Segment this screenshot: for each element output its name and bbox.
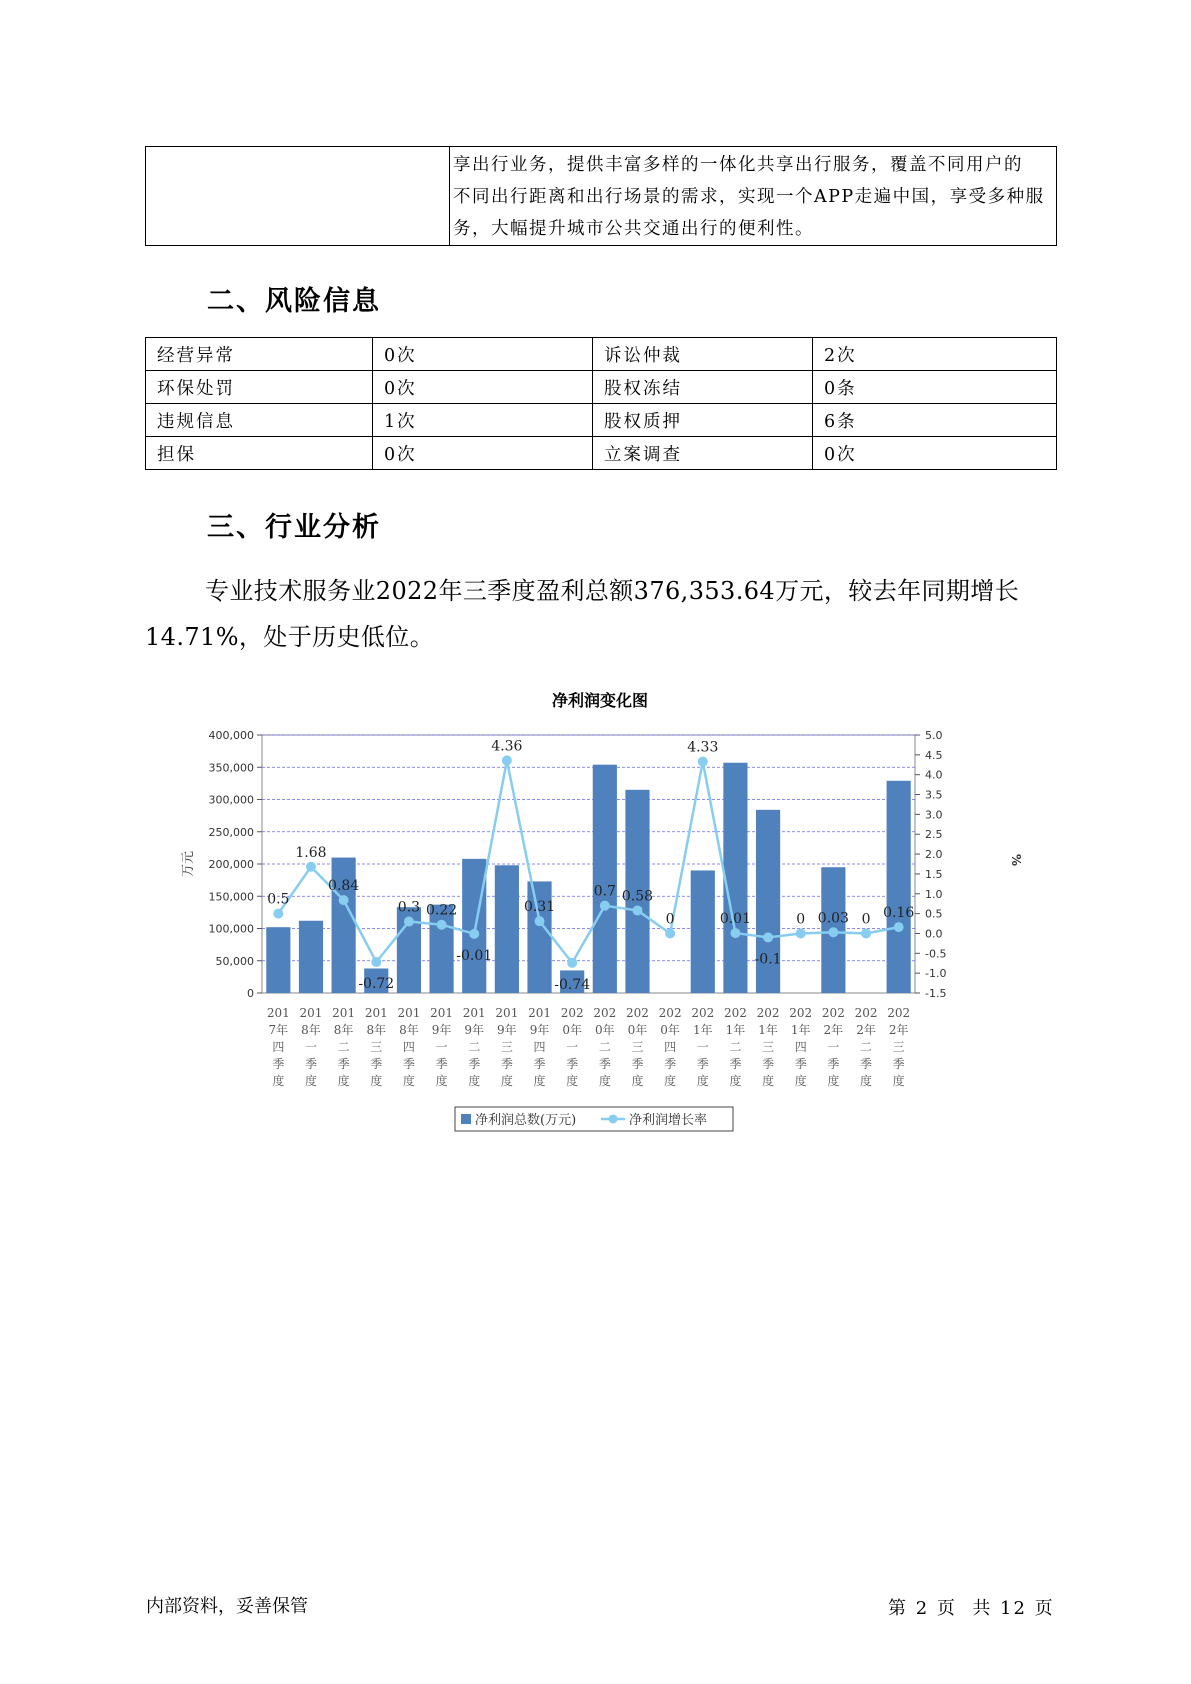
data-label: -0.1 bbox=[754, 951, 782, 968]
bar-series bbox=[266, 763, 911, 993]
right-tick-label: 2.0 bbox=[925, 848, 943, 862]
risk-label: 股权冻结 bbox=[593, 371, 813, 404]
risk-value: 0次 bbox=[373, 437, 593, 470]
data-label: 0.84 bbox=[328, 878, 360, 895]
risk-value: 6条 bbox=[813, 404, 1057, 437]
x-tick-label: 8年 bbox=[333, 1023, 354, 1037]
x-tick-label: 1年 bbox=[725, 1023, 746, 1037]
x-tick-label: 四 bbox=[664, 1040, 677, 1054]
x-tick-label: 8年 bbox=[301, 1023, 321, 1037]
x-tick-label: 8年 bbox=[399, 1023, 419, 1037]
x-tick-label: 二 bbox=[337, 1040, 350, 1054]
x-tick-label: 202 bbox=[854, 1006, 878, 1020]
x-tick-label: 季 bbox=[598, 1057, 611, 1071]
data-label: 1.68 bbox=[295, 844, 327, 861]
x-tick-label: 四 bbox=[402, 1040, 415, 1054]
x-tick-label: 季 bbox=[892, 1057, 905, 1071]
risk-info-table bbox=[145, 337, 1057, 470]
data-label: 0.16 bbox=[883, 905, 915, 922]
line-point bbox=[567, 958, 577, 968]
x-tick-label: 三 bbox=[762, 1040, 775, 1054]
bar bbox=[266, 927, 290, 993]
line-point bbox=[469, 929, 479, 939]
right-tick-label: 2.5 bbox=[925, 828, 943, 842]
chart-title: 净利润变化图 bbox=[551, 691, 649, 710]
section-heading-risk: 二、风险信息 bbox=[207, 286, 381, 317]
data-label: 4.36 bbox=[491, 738, 523, 755]
line-point bbox=[306, 862, 316, 872]
x-tick-label: 度 bbox=[500, 1074, 513, 1088]
x-tick-label: 三 bbox=[370, 1040, 383, 1054]
x-tick-label: 三 bbox=[892, 1040, 905, 1054]
table-row bbox=[146, 404, 1057, 437]
x-tick-label: 一 bbox=[435, 1040, 448, 1054]
x-tick-label: 0年 bbox=[562, 1023, 582, 1037]
x-tick-label: 1年 bbox=[692, 1023, 713, 1037]
line-point bbox=[371, 957, 381, 967]
chart-legend bbox=[455, 1107, 733, 1131]
x-tick-label: 201 bbox=[266, 1006, 290, 1020]
x-tick-label: 度 bbox=[468, 1074, 481, 1088]
x-tick-label: 202 bbox=[560, 1006, 584, 1020]
risk-label: 违规信息 bbox=[146, 404, 373, 437]
line-point bbox=[404, 917, 414, 927]
table-row bbox=[146, 371, 1057, 404]
risk-value: 1次 bbox=[373, 404, 593, 437]
x-axis-labels bbox=[267, 1006, 910, 1088]
right-tick-label: -1.5 bbox=[925, 987, 947, 1000]
data-label: -0.72 bbox=[358, 976, 395, 993]
x-tick-label: 9年 bbox=[529, 1023, 550, 1037]
table-row bbox=[146, 338, 1057, 371]
x-tick-label: 二 bbox=[598, 1040, 611, 1054]
right-tick-label: 1.5 bbox=[925, 867, 943, 881]
x-tick-label: 9年 bbox=[431, 1023, 452, 1037]
x-tick-label: 季 bbox=[533, 1057, 546, 1071]
x-tick-label: 一 bbox=[304, 1040, 317, 1054]
x-tick-label: 2年 bbox=[888, 1023, 909, 1037]
x-tick-label: 季 bbox=[304, 1057, 317, 1071]
risk-label: 股权质押 bbox=[593, 404, 813, 437]
x-tick-label: 季 bbox=[468, 1057, 481, 1071]
risk-label: 立案调查 bbox=[593, 437, 813, 470]
right-tick-label: 5.0 bbox=[925, 729, 943, 742]
x-tick-label: 度 bbox=[435, 1074, 448, 1088]
x-tick-label: 季 bbox=[566, 1057, 579, 1071]
x-tick-label: 季 bbox=[664, 1057, 677, 1071]
left-tick-label: 250,000 bbox=[208, 825, 254, 839]
x-tick-label: 201 bbox=[364, 1006, 388, 1020]
x-tick-label: 度 bbox=[402, 1074, 415, 1088]
left-tick-label: 50,000 bbox=[215, 954, 254, 968]
line-point bbox=[600, 901, 610, 911]
right-tick-label: 4.0 bbox=[925, 768, 943, 782]
x-tick-label: 季 bbox=[860, 1057, 873, 1071]
line-point bbox=[502, 755, 512, 765]
legend-line-marker bbox=[609, 1115, 618, 1124]
left-tick-label: 350,000 bbox=[208, 761, 254, 775]
x-tick-label: 9年 bbox=[497, 1023, 517, 1037]
data-label: 0.7 bbox=[593, 883, 616, 900]
data-label: 0.03 bbox=[817, 910, 849, 927]
x-tick-label: 202 bbox=[593, 1006, 617, 1020]
x-tick-label: 一 bbox=[827, 1040, 840, 1054]
line-point bbox=[437, 920, 447, 930]
x-tick-label: 202 bbox=[821, 1006, 845, 1020]
risk-label: 担保 bbox=[146, 437, 373, 470]
x-tick-label: 季 bbox=[500, 1057, 513, 1071]
x-tick-label: 0年 bbox=[627, 1023, 648, 1037]
left-tick-label: 0 bbox=[247, 987, 254, 1000]
data-label: 0.5 bbox=[267, 891, 290, 908]
x-tick-label: 季 bbox=[631, 1057, 644, 1071]
risk-value: 0次 bbox=[373, 338, 593, 371]
x-tick-label: 四 bbox=[272, 1040, 285, 1054]
x-tick-label: 201 bbox=[528, 1006, 551, 1020]
x-tick-label: 度 bbox=[598, 1074, 611, 1088]
x-tick-label: 三 bbox=[631, 1040, 644, 1054]
x-tick-label: 202 bbox=[691, 1006, 715, 1020]
x-tick-label: 度 bbox=[762, 1074, 775, 1088]
left-tick-label: 400,000 bbox=[208, 729, 254, 742]
description-line: 享出行业务，提供丰富多样的一体化共享出行服务，覆盖不同用户的 bbox=[453, 155, 1023, 175]
line-point bbox=[339, 895, 349, 905]
x-tick-label: 季 bbox=[435, 1057, 448, 1071]
left-tick-label: 100,000 bbox=[208, 922, 254, 936]
x-tick-label: 201 bbox=[495, 1006, 519, 1020]
left-tick-label: 200,000 bbox=[208, 858, 254, 871]
x-tick-label: 201 bbox=[462, 1006, 486, 1020]
business-continuation-table bbox=[145, 146, 1057, 246]
x-tick-label: 度 bbox=[729, 1074, 742, 1088]
footer-page-number: 第 2 页 共 12 页 bbox=[888, 1598, 1055, 1619]
legend-line-label: 净利润增长率 bbox=[629, 1113, 708, 1128]
x-tick-label: 201 bbox=[332, 1006, 356, 1020]
x-tick-label: 度 bbox=[304, 1074, 317, 1088]
data-label: 0 bbox=[796, 911, 806, 928]
x-tick-label: 一 bbox=[696, 1040, 709, 1054]
risk-label: 经营异常 bbox=[146, 338, 373, 371]
data-label: 0.58 bbox=[621, 888, 654, 905]
x-tick-label: 一 bbox=[566, 1040, 579, 1054]
x-tick-label: 1年 bbox=[758, 1023, 778, 1037]
x-tick-label: 季 bbox=[402, 1057, 415, 1071]
x-tick-label: 201 bbox=[299, 1006, 323, 1020]
left-axis bbox=[209, 729, 263, 1000]
right-axis bbox=[915, 729, 946, 1000]
x-tick-label: 1年 bbox=[790, 1023, 811, 1037]
bar bbox=[691, 870, 715, 993]
right-tick-label: 3.5 bbox=[925, 788, 943, 802]
x-tick-label: 季 bbox=[762, 1057, 775, 1071]
data-label: 0.01 bbox=[719, 911, 752, 928]
x-tick-label: 9年 bbox=[464, 1023, 485, 1037]
data-label: 0.31 bbox=[523, 899, 556, 916]
x-tick-label: 二 bbox=[468, 1040, 481, 1054]
right-tick-label: 4.5 bbox=[925, 748, 943, 762]
x-tick-label: 四 bbox=[794, 1040, 807, 1054]
industry-paragraph bbox=[145, 568, 1065, 660]
bar bbox=[462, 859, 486, 993]
x-tick-label: 度 bbox=[272, 1074, 285, 1088]
x-tick-label: 季 bbox=[794, 1057, 807, 1071]
x-tick-label: 季 bbox=[696, 1057, 709, 1071]
x-tick-label: 季 bbox=[827, 1057, 840, 1071]
x-tick-label: 度 bbox=[533, 1074, 546, 1088]
x-tick-label: 季 bbox=[729, 1057, 742, 1071]
x-tick-label: 季 bbox=[337, 1057, 350, 1071]
x-tick-label: 度 bbox=[566, 1074, 579, 1088]
line-point bbox=[698, 757, 708, 767]
table-label-cell bbox=[146, 147, 450, 246]
y-right-label: % bbox=[1009, 853, 1023, 867]
x-tick-label: 四 bbox=[533, 1040, 546, 1054]
x-tick-label: 季 bbox=[272, 1057, 285, 1071]
net-profit-chart bbox=[150, 680, 1050, 1140]
legend-bar-swatch bbox=[461, 1114, 471, 1124]
x-tick-label: 三 bbox=[500, 1040, 513, 1054]
x-tick-label: 201 bbox=[397, 1006, 421, 1020]
data-label: -0.01 bbox=[456, 947, 493, 964]
line-series bbox=[267, 738, 914, 992]
data-label: -0.74 bbox=[554, 976, 591, 993]
table-row bbox=[146, 437, 1057, 470]
x-tick-label: 202 bbox=[658, 1006, 682, 1020]
data-label: 0 bbox=[665, 911, 675, 928]
line-point bbox=[730, 928, 740, 938]
risk-label: 环保处罚 bbox=[146, 371, 373, 404]
x-tick-label: 8年 bbox=[366, 1023, 387, 1037]
right-tick-label: 0.5 bbox=[925, 907, 943, 921]
x-tick-label: 202 bbox=[723, 1006, 747, 1020]
line-point bbox=[796, 928, 806, 938]
bar bbox=[527, 881, 551, 993]
right-tick-label: 1.0 bbox=[925, 887, 943, 901]
left-tick-label: 150,000 bbox=[208, 890, 254, 904]
line-point bbox=[894, 922, 904, 932]
x-tick-label: 202 bbox=[789, 1006, 813, 1020]
x-tick-label: 季 bbox=[370, 1057, 383, 1071]
risk-value: 0次 bbox=[373, 371, 593, 404]
x-tick-label: 度 bbox=[337, 1074, 350, 1088]
x-tick-label: 度 bbox=[696, 1074, 709, 1088]
x-tick-label: 0年 bbox=[595, 1023, 615, 1037]
x-tick-label: 202 bbox=[756, 1006, 780, 1020]
risk-label: 诉讼仲裁 bbox=[593, 338, 813, 371]
x-tick-label: 二 bbox=[729, 1040, 742, 1054]
x-tick-label: 202 bbox=[887, 1006, 911, 1020]
x-tick-label: 2年 bbox=[856, 1023, 876, 1037]
bar bbox=[723, 763, 747, 993]
legend-bar-label: 净利润总数(万元) bbox=[475, 1113, 577, 1128]
data-label: 0.3 bbox=[397, 899, 421, 916]
right-tick-label: 0.0 bbox=[925, 927, 943, 941]
left-tick-label: 300,000 bbox=[208, 793, 254, 807]
line-point bbox=[763, 932, 773, 942]
x-tick-label: 度 bbox=[664, 1074, 677, 1088]
line-point bbox=[861, 928, 871, 938]
x-tick-label: 202 bbox=[626, 1006, 649, 1020]
bar bbox=[593, 765, 617, 993]
data-label: 4.33 bbox=[687, 739, 719, 756]
description-line: 务，大幅提升城市公共交通出行的便利性。 bbox=[453, 219, 814, 239]
data-label: 0.22 bbox=[425, 902, 458, 919]
data-label: 0 bbox=[861, 911, 871, 928]
line-point bbox=[665, 928, 675, 938]
risk-value: 0次 bbox=[813, 437, 1057, 470]
x-tick-label: 度 bbox=[631, 1074, 644, 1088]
industry-paragraph-text: 专业技术服务业2022年三季度盈利总额376,353.64万元，较去年同期增长14.71%，处于历史低位。 bbox=[145, 577, 1020, 651]
section-heading-industry: 三、行业分析 bbox=[207, 512, 381, 543]
business-description-cell bbox=[450, 147, 1057, 246]
right-tick-label: 3.0 bbox=[925, 808, 943, 822]
description-line: 不同出行距离和出行场景的需求，实现一个APP走遍中国，享受多种服 bbox=[453, 187, 1045, 207]
x-tick-label: 2年 bbox=[823, 1023, 844, 1037]
x-tick-label: 0年 bbox=[660, 1023, 680, 1037]
bar bbox=[887, 781, 911, 993]
x-tick-label: 度 bbox=[892, 1074, 905, 1088]
right-tick-label: -0.5 bbox=[925, 947, 947, 961]
grid-lines bbox=[262, 735, 915, 961]
x-tick-label: 度 bbox=[827, 1074, 840, 1088]
risk-value: 2次 bbox=[813, 338, 1057, 371]
line-point bbox=[273, 909, 283, 919]
right-tick-label: -1.0 bbox=[925, 967, 947, 981]
line-point bbox=[828, 927, 838, 937]
footer-confidential-note: 内部资料，妥善保管 bbox=[146, 1596, 308, 1617]
risk-value: 0条 bbox=[813, 371, 1057, 404]
bar bbox=[299, 921, 323, 993]
bar bbox=[495, 865, 519, 993]
line-point bbox=[632, 905, 642, 915]
y-left-label: 万元 bbox=[181, 850, 196, 878]
line-point bbox=[535, 916, 545, 926]
x-tick-label: 度 bbox=[794, 1074, 807, 1088]
x-tick-label: 度 bbox=[860, 1074, 873, 1088]
x-tick-label: 二 bbox=[860, 1040, 873, 1054]
x-tick-label: 201 bbox=[430, 1006, 454, 1020]
x-tick-label: 度 bbox=[370, 1074, 383, 1088]
x-tick-label: 7年 bbox=[268, 1023, 289, 1037]
